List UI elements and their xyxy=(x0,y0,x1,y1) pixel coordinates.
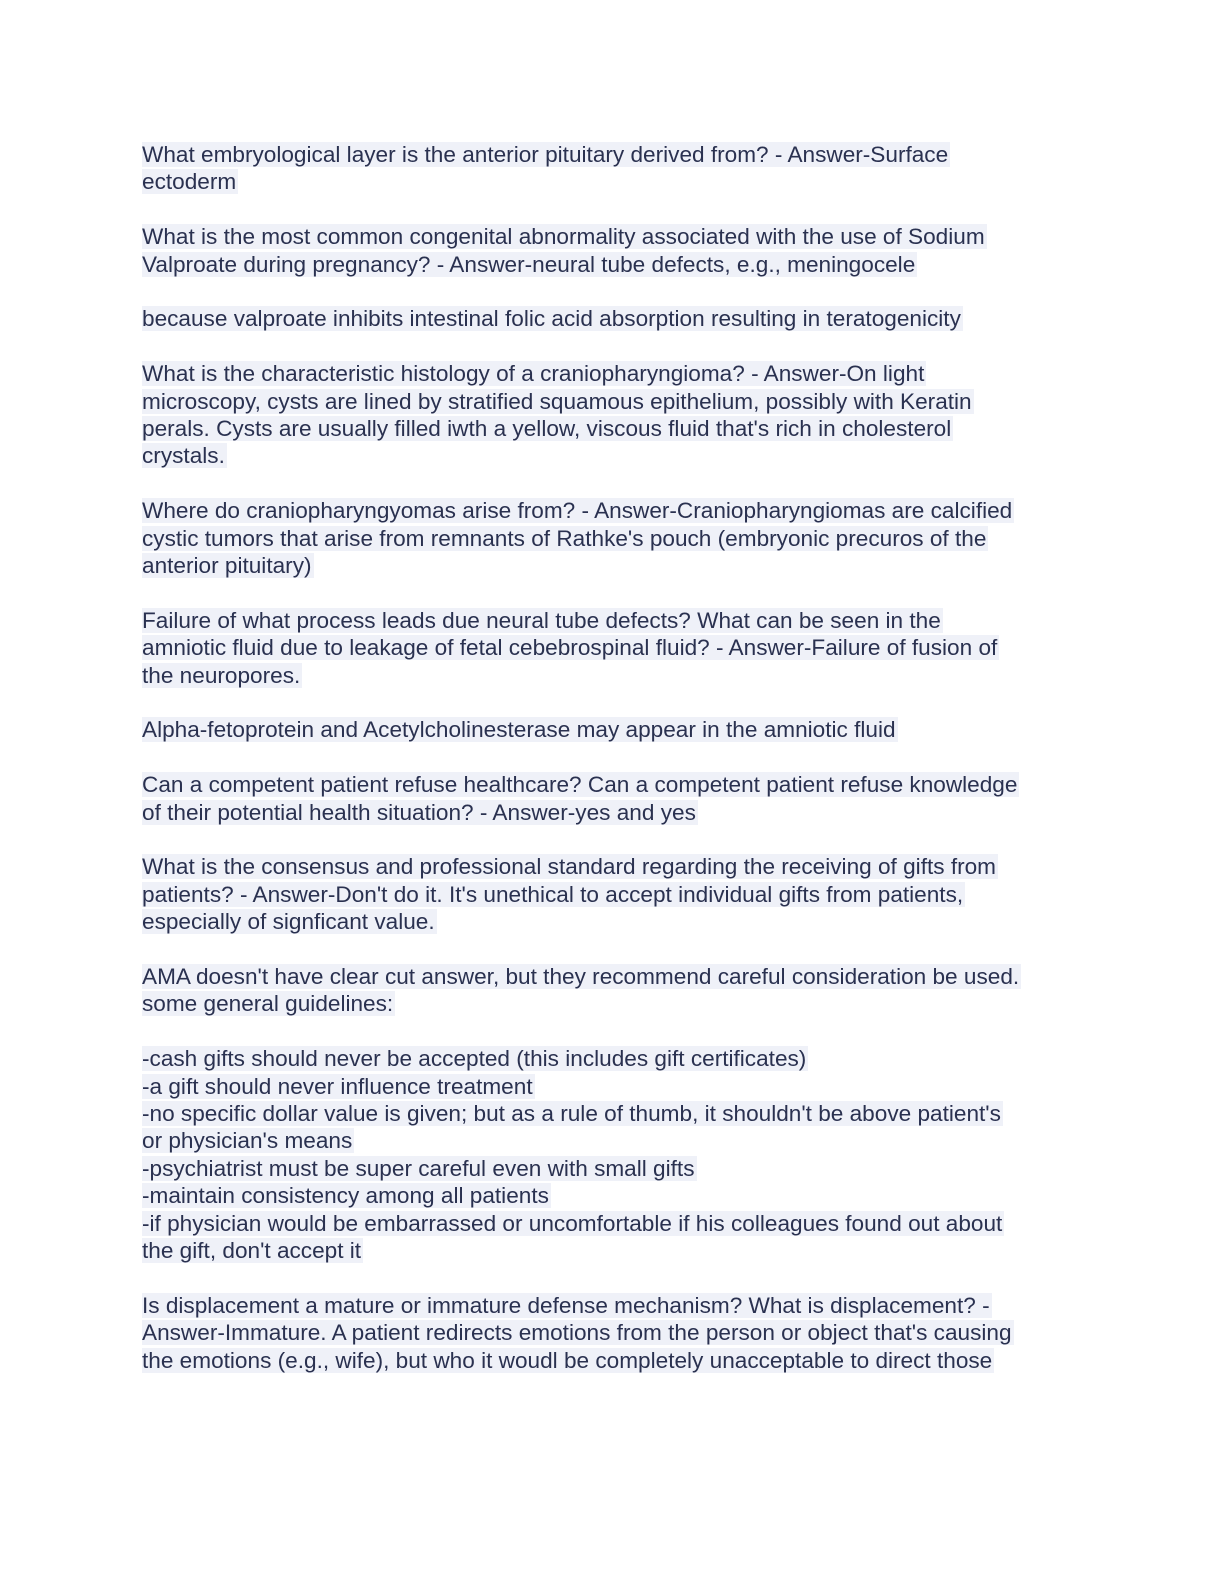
list-item: -a gift should never influence treatment xyxy=(142,1073,533,1099)
list-item: -maintain consistency among all patients xyxy=(142,1183,549,1209)
note-amniotic-fluid xyxy=(142,716,1082,743)
list-item: or physician's means xyxy=(142,1128,353,1154)
qa-refuse-healthcare xyxy=(142,771,1082,826)
document-page xyxy=(142,141,1082,1402)
text-line: Answer-Immature. A patient redirects emotions from the person or object that's causing xyxy=(142,1320,1012,1346)
text-line: AMA doesn't have clear cut answer, but they recommend careful consideration be used. xyxy=(142,964,1020,990)
text-line: especially of signficant value. xyxy=(142,909,435,935)
list-item: -if physician would be embarrassed or uncomfortable if his colleagues found out about xyxy=(142,1210,1003,1236)
note-ama-guidelines xyxy=(142,963,1082,1018)
text-line: Is displacement a mature or immature defense mechanism? What is displacement? - xyxy=(142,1292,990,1318)
text-line: Valproate during pregnancy? - Answer-neural tube defects, e.g., meningocele xyxy=(142,251,916,277)
text-line: perals. Cysts are usually filled iwth a yellow, viscous fluid that's rich in cholesterol xyxy=(142,416,952,442)
text-line: What is the consensus and professional standard regarding the receiving of gifts from xyxy=(142,854,997,880)
text-line: What is the most common congenital abnormality associated with the use of Sodium xyxy=(142,224,985,250)
qa-craniopharyngioma-origin xyxy=(142,497,1082,579)
qa-displacement xyxy=(142,1292,1082,1374)
text-line: crystals. xyxy=(142,443,225,469)
text-line: Failure of what process leads due neural tube defects? What can be seen in the xyxy=(142,607,941,633)
text-line: What is the characteristic histology of a craniopharyngioma? - Answer-On light xyxy=(142,361,925,387)
text-line: cystic tumors that arise from remnants of Rathke's pouch (embryonic precuros of the xyxy=(142,525,987,551)
text-line: ectoderm xyxy=(142,169,237,195)
text-line: patients? - Answer-Don't do it. It's unethical to accept individual gifts from patients, xyxy=(142,881,964,907)
qa-craniopharyngioma-histology xyxy=(142,360,1082,470)
text-line: What embryological layer is the anterior pituitary derived from? - Answer-Surface xyxy=(142,142,949,167)
text-line: Can a competent patient refuse healthcare? Can a competent patient refuse knowledge xyxy=(142,772,1018,798)
list-item: the gift, don't accept it xyxy=(142,1238,362,1264)
text-line: some general guidelines: xyxy=(142,991,394,1017)
text-line: the emotions (e.g., wife), but who it woudl be completely unacceptable to direct those xyxy=(142,1347,993,1373)
qa-anterior-pituitary xyxy=(142,141,1082,196)
text-line: amniotic fluid due to leakage of fetal cebebrospinal fluid? - Answer-Failure of fusion of xyxy=(142,635,998,661)
qa-gifts-from-patients xyxy=(142,853,1082,935)
gift-guidelines-list xyxy=(142,1045,1082,1264)
text-line: anterior pituitary) xyxy=(142,553,312,579)
text-line: microscopy, cysts are lined by stratified squamous epithelium, possibly with Keratin xyxy=(142,388,972,414)
qa-neural-tube-defects xyxy=(142,607,1082,689)
text-line: Alpha-fetoprotein and Acetylcholinesterase may appear in the amniotic fluid xyxy=(142,717,896,743)
qa-valproate xyxy=(142,223,1082,278)
note-valproate-folate xyxy=(142,305,1082,332)
text-line: because valproate inhibits intestinal folic acid absorption resulting in teratogenicity xyxy=(142,306,961,332)
text-line: the neuropores. xyxy=(142,662,301,688)
text-line: of their potential health situation? - Answer-yes and yes xyxy=(142,799,696,825)
list-item: -cash gifts should never be accepted (this includes gift certificates) xyxy=(142,1046,807,1072)
text-line: Where do craniopharyngyomas arise from? - Answer-Craniopharyngiomas are calcified xyxy=(142,498,1013,524)
list-item: -no specific dollar value is given; but as a rule of thumb, it shouldn't be above patient's xyxy=(142,1101,1001,1127)
list-item: -psychiatrist must be super careful even with small gifts xyxy=(142,1155,695,1181)
